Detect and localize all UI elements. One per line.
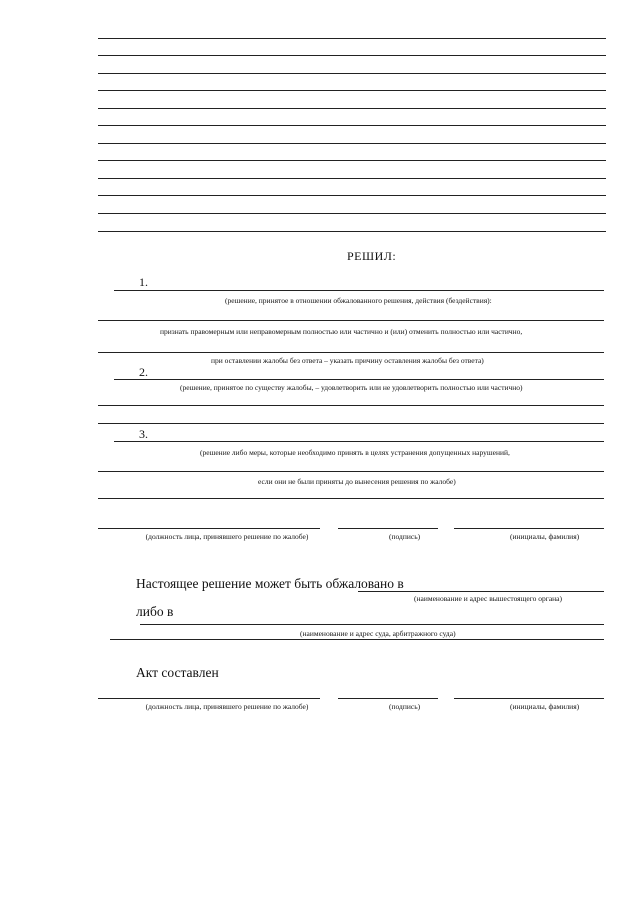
- name-caption: (инициалы, фамилия): [510, 532, 580, 541]
- entry-line[interactable]: [98, 423, 604, 424]
- blank-line[interactable]: [98, 143, 606, 144]
- position-field[interactable]: [98, 528, 320, 529]
- blank-line[interactable]: [98, 213, 606, 214]
- blank-line[interactable]: [98, 55, 606, 56]
- position-caption: (должность лица, принявшего решение по жалобе): [145, 532, 309, 541]
- item-number: 1.: [139, 275, 148, 289]
- signature-field[interactable]: [338, 528, 438, 529]
- entry-line[interactable]: [98, 498, 604, 499]
- item-number: 3.: [139, 427, 148, 441]
- signature-caption: (подпись): [389, 532, 421, 541]
- entry-line[interactable]: [98, 405, 604, 406]
- name-caption: (инициалы, фамилия): [510, 702, 580, 711]
- signature-field[interactable]: [338, 698, 438, 699]
- entry-line[interactable]: [98, 352, 604, 353]
- item-note: (решение либо меры, которые необходимо принять в целях устранения допущенных нарушений,: [200, 448, 510, 457]
- court-field[interactable]: [140, 624, 604, 625]
- signature-caption: (подпись): [389, 702, 421, 711]
- appeal-or-text: либо в: [136, 604, 174, 619]
- position-field[interactable]: [98, 698, 320, 699]
- item-note: (решение, принятое по существу жалобы, – удовлетворить или не удовлетворить полностью или частично): [180, 383, 523, 392]
- blank-line[interactable]: [98, 125, 606, 126]
- court-caption: (наименование и адрес суда, арбитражного суда): [300, 629, 456, 638]
- blank-line[interactable]: [98, 73, 606, 74]
- decision-heading: РЕШИЛ:: [347, 249, 397, 263]
- item-note: признать правомерным или неправомерным полностью или частично и (или) отменить полностью или частично,: [160, 327, 523, 336]
- blank-line[interactable]: [98, 195, 606, 196]
- position-caption: (должность лица, принявшего решение по жалобе): [145, 702, 309, 711]
- name-field[interactable]: [454, 528, 604, 529]
- act-text: Акт составлен: [136, 665, 219, 680]
- item-note: (решение, принятое в отношении обжалованного решения, действия (бездействия):: [225, 296, 492, 305]
- blank-line[interactable]: [98, 160, 606, 161]
- entry-line[interactable]: [114, 441, 604, 442]
- entry-line[interactable]: [98, 320, 604, 321]
- higher-body-caption: (наименование и адрес вышестоящего органа): [414, 594, 562, 603]
- blank-line[interactable]: [98, 178, 606, 179]
- blank-line[interactable]: [98, 38, 606, 39]
- entry-line[interactable]: [114, 290, 604, 291]
- court-field-second[interactable]: [110, 639, 604, 640]
- name-field[interactable]: [454, 698, 604, 699]
- blank-line[interactable]: [98, 231, 606, 232]
- appeal-text: Настоящее решение может быть обжаловано в: [136, 576, 404, 591]
- entry-line[interactable]: [114, 379, 604, 380]
- item-note: если они не были приняты до вынесения решения по жалобе): [258, 477, 456, 486]
- blank-line[interactable]: [98, 108, 606, 109]
- higher-body-field[interactable]: [358, 591, 604, 592]
- blank-line[interactable]: [98, 90, 606, 91]
- item-number: 2.: [139, 365, 148, 379]
- entry-line[interactable]: [98, 471, 604, 472]
- item-note: при оставлении жалобы без ответа – указать причину оставления жалобы без ответа): [211, 356, 484, 365]
